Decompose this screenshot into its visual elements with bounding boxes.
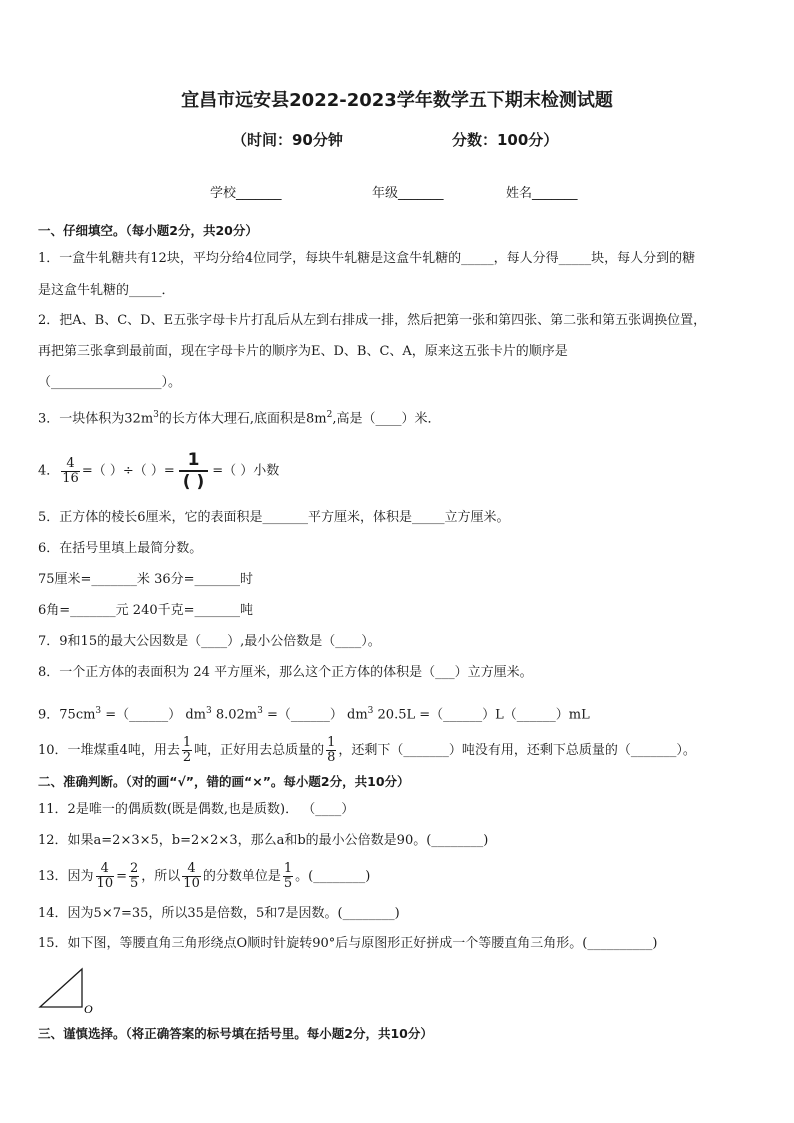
page-title: 宜昌市远安县2022-2023学年数学五下期末检测试题	[181, 90, 613, 111]
fraction-1-5: $\frac{1}{5}$	[283, 861, 293, 891]
question-10: 10．一堆煤重4吨，用去 $\frac{1}{2}$ 吨，正好用去总质量的 $\frac{1}{8}$ ，还剩下（_______）吨没有用，还剩下总质量的（_______）。	[38, 735, 696, 765]
question-1-line-1: 1．一盒牛轧糖共有12块，平均分给4位同学，每块牛轧糖是这盒牛轧糖的_____，每人分得_____块，每人分到的糖	[38, 251, 696, 266]
question-6: 6．在括号里填上最简分数。	[38, 541, 203, 556]
point-o-label: O	[84, 1002, 93, 1015]
question-5: 5．正方体的棱长6厘米，它的表面积是_______平方厘米，体积是_____立方厘米。	[38, 510, 510, 525]
question-2-line-2: 再把第三张拿到最前面，现在字母卡片的顺序为E、D、B、C、A，原来这五张卡片的顺序是	[38, 344, 568, 359]
question-11: 11．2是唯一的偶质数(既是偶数,也是质数)． （____）	[38, 802, 355, 817]
fraction-1-blank: $\frac{1}{( )}$	[179, 450, 208, 492]
isosceles-right-triangle	[40, 969, 82, 1007]
fraction-1-8: $\frac{1}{8}$	[327, 735, 336, 765]
question-15: 15．如下图，等腰直角三角形绕点O顺时针旋转90°后与原图形正好拼成一个等腰直角三角形。(__________)	[38, 936, 658, 951]
question-13: 13．因为 $\frac{4}{10}$ = $\frac{2}{5}$ ，所以 $\frac{4}{10}$ 的分数单位是 $\frac{1}{5}$ 。(________)	[38, 861, 371, 891]
exam-time: （时间：90分钟	[232, 131, 343, 149]
fraction-4-10: $\frac{4}{10}$	[96, 861, 114, 891]
section1-heading: 一、仔细填空。（每小题2分，共20分）	[38, 223, 258, 238]
question-2-line-3: （_________________）。	[38, 375, 182, 390]
question-6-part-a: 75厘米=_______米 36分=_______时	[38, 572, 254, 587]
question-9: 9．$75cm^3$ =（______） $dm^3$ $8.02m^3$ =（______） $dm^3$ 20.5L =（______）L（______）mL	[38, 706, 590, 723]
fraction-4-16: $\frac{4}{16}$	[62, 455, 79, 486]
question-2-line-1: 2．把A、B、C、D、E五张字母卡片打乱后从左到右排成一排，然后把第一张和第四张、第二张和第五张调换位置，	[38, 313, 707, 328]
grade-field: 年级_______	[372, 186, 444, 201]
question-8: 8．一个正方体的表面积为 24 平方厘米，那么这个正方体的体积是（___）立方厘米。	[38, 665, 533, 680]
fraction-2-5: $\frac{2}{5}$	[130, 861, 139, 891]
school-field: 学校_______	[210, 186, 282, 201]
question-4: 4． $\frac{4}{16}$ =（ ）÷（ ）= $\frac{1}{( )}$ =（ ）小数	[38, 450, 280, 492]
question-7: 7．9和15的最大公因数是（____）,最小公倍数是（____）。	[38, 634, 381, 649]
question-12: 12．如果a=2×3×5，b=2×2×3，那么a和b的最小公倍数是90。(________)	[38, 833, 489, 848]
fraction-4-10-b: $\frac{4}{10}$	[183, 861, 200, 891]
section3-heading: 三、谨慎选择。（将正确答案的标号填在括号里。每小题2分，共10分）	[38, 1026, 433, 1041]
fraction-1-2: $\frac{1}{2}$	[182, 735, 192, 765]
question-3: 3．一块体积为$32m^3$的长方体大理石,底面积是$8m^2$,高是（____）米．	[38, 410, 441, 427]
question-6-part-b: 6角=_______元 240千克=_______吨	[38, 603, 254, 618]
triangle-figure	[36, 965, 96, 1015]
question-1-line-2: 是这盒牛轧糖的_____．	[38, 283, 175, 298]
question-14: 14．因为5×7=35，所以35是倍数，5和7是因数。(________)	[38, 906, 400, 921]
exam-score: 分数：100分）	[452, 131, 559, 149]
section2-heading: 二、准确判断。（对的画“√”，错的画“×”。每小题2分，共10分）	[38, 774, 410, 789]
name-field: 姓名_______	[506, 186, 578, 201]
